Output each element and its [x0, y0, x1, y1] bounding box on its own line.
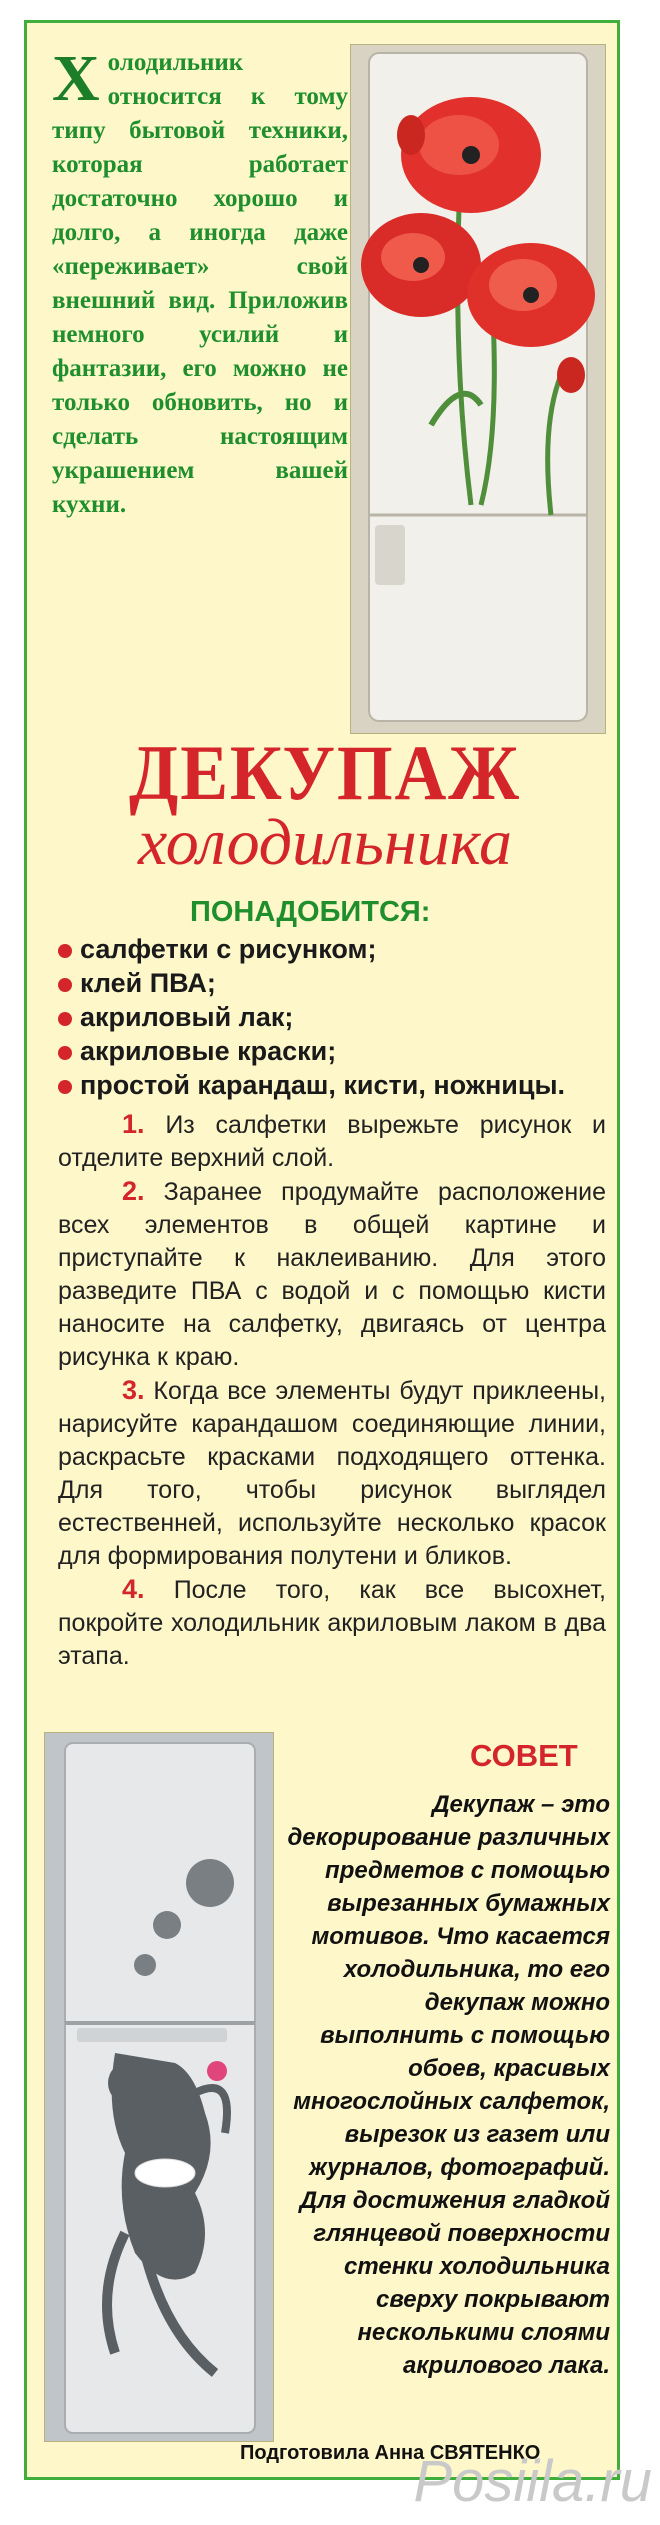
dropcap: Х [52, 42, 100, 115]
list-item: акриловые краски; [58, 1034, 618, 1068]
article-subtitle: холодильника [138, 806, 512, 879]
bullet-icon [58, 978, 72, 992]
author-credit: Подготовила Анна СВЯТЕНКО [240, 2442, 541, 2464]
instructions [58, 1108, 606, 1673]
list-item: клей ПВА; [58, 966, 618, 1000]
step: 2. Заранее продумайте расположение всех элементов в общей картине и приступайте к наклеиванию. Для этого разведите ПВА с водой и с помощью кисти наносите на салфетку, двигаясь от центра рисунка к краю. [58, 1176, 606, 1371]
step: 1. Из салфетки вырежьте рисунок и отделите верхний слой. [58, 1109, 607, 1172]
poppy-fridge-photo [350, 44, 606, 734]
bullet-icon [58, 1046, 72, 1060]
bullet-icon [58, 1080, 72, 1094]
step: 4. После того, как все высохнет, покройте холодильник акриловым лаком в два этапа. [58, 1574, 607, 1670]
article-title: ДЕКУПАЖ [129, 729, 521, 816]
step: 3. Когда все элементы будут приклеены, нарисуйте карандашом соединяющие линии, раскрасьте красками подходящего оттенка. Для того, чтобы рисунок выглядел естественней, используйте несколько красок для формирования полутени и бликов. [58, 1375, 606, 1570]
bullet-icon [58, 944, 72, 958]
materials-list [58, 932, 618, 1102]
cat-fridge-photo [44, 1732, 274, 2442]
list-item: акриловый лак; [58, 1000, 618, 1034]
materials-heading: ПОНАДОБИТСЯ: [190, 896, 431, 928]
tip-text: Декупаж – это декорирование различных предметов с помощью вырезанных бумажных мотивов. Что касается холодильника, то его декупаж можно выполнить с помощью обоев, красивых многослойных салфеток, вырезок из газет или журналов, фотографий. Для достижения гладкой глянцевой поверхности стенки холодильника сверху покрывают несколькими слоями акрилового лака. [287, 1791, 610, 2379]
tip-heading: СОВЕТ [470, 1738, 578, 1773]
intro-text [52, 42, 348, 522]
list-item: салфетки с рисунком; [58, 932, 618, 966]
watermark: Posiila.ru [413, 2449, 652, 2514]
list-item: простой карандаш, кисти, ножницы. [58, 1068, 618, 1102]
intro-body: олодильник относится к тому типу бытовой техники, которая работает достаточно хорошо и долго, а иногда даже «переживает» свой внешний вид. Приложив немного усилий и фантазии, его можно не только обновить, но и сделать настоящим украшением вашей кухни. [52, 49, 348, 518]
bullet-icon [58, 1012, 72, 1026]
